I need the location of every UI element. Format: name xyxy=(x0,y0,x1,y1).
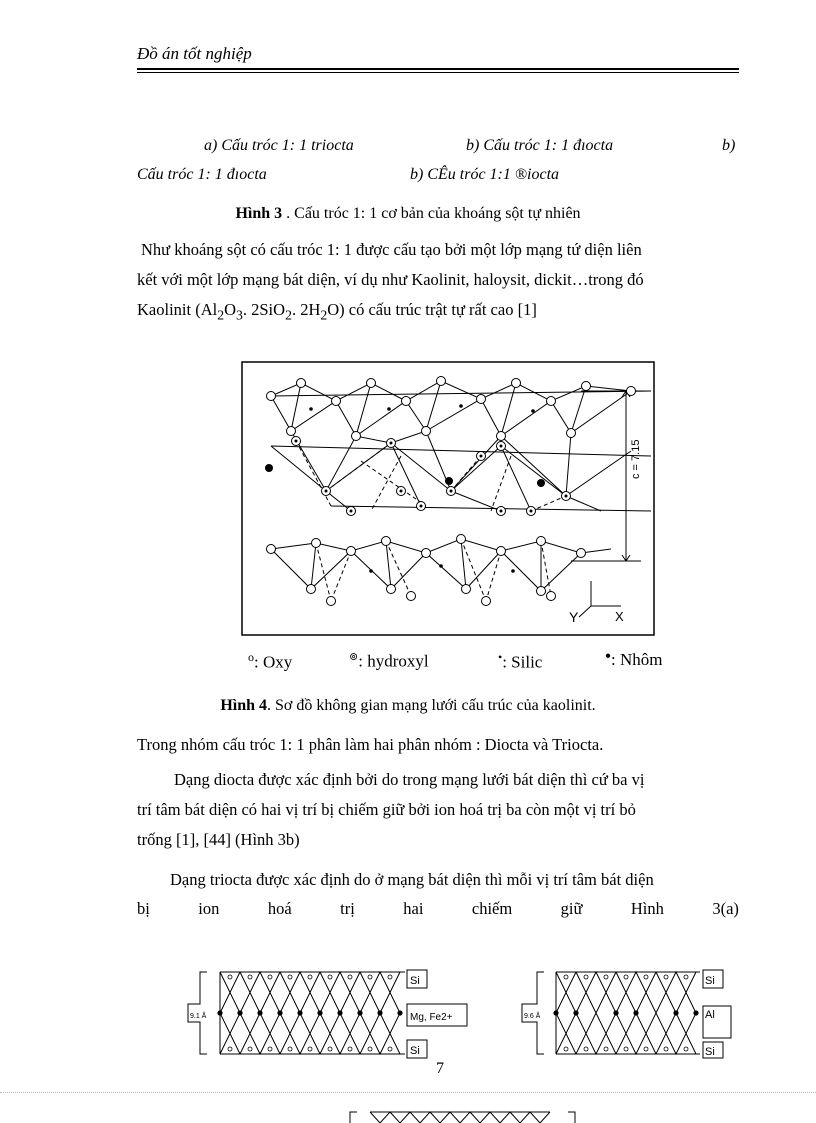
formula-part: O) có cấu trúc trật tự rất cao [1] xyxy=(327,300,537,319)
c-axis-label: c = 7.15 xyxy=(630,439,642,479)
para1-line1-text: Như khoáng sột có cấu tróc 1: 1 được cấu tạo bởi một lớp mạng tứ diện liên xyxy=(141,240,642,259)
header-rule-thin xyxy=(137,72,739,73)
formula-sub: 3 xyxy=(236,307,243,323)
word: 3(a) xyxy=(712,899,739,918)
x-axis-label: X xyxy=(615,609,624,624)
legend-label: : hydroxyl xyxy=(358,651,429,671)
legend-label: : Silic xyxy=(502,652,543,672)
layer-distance-right: 9.6 Å xyxy=(524,1013,541,1020)
figure3-label: Hình 3 xyxy=(235,205,283,222)
figure4-caption-text: . Sơ đồ không gian mạng lưới cấu trúc của kaolinit. xyxy=(267,697,596,714)
legend-label: : Oxy xyxy=(254,652,293,672)
page-number: 7 xyxy=(436,1060,444,1077)
para3-line1: Dạng diocta được xác định bởi do trong mạng lưới bát diện thì cứ ba vị xyxy=(174,770,645,789)
para2: Trong nhóm cấu tróc 1: 1 phân làm hai phân nhóm : Diocta và Triocta. xyxy=(137,735,604,754)
figure3-caption xyxy=(0,205,816,223)
page-header: Đồ án tốt nghiệp xyxy=(137,44,252,63)
silicon-symbol-icon: • xyxy=(498,650,503,664)
figure3-caption-text: . Cấu tróc 1: 1 cơ bản của khoáng sột tự nhiên xyxy=(282,205,581,222)
oxygen-symbol-icon: o xyxy=(248,650,254,664)
word: hoá xyxy=(267,899,292,918)
formula-part: Kaolinit (Al xyxy=(137,300,218,319)
word: trị xyxy=(340,899,355,918)
diagram-left-bot-label: Si xyxy=(410,1045,420,1057)
diagram-left-mid-label: Mg, Fe2+ xyxy=(410,1012,453,1023)
figure4-label: Hình 4 xyxy=(220,697,268,714)
legend-silic xyxy=(498,650,542,673)
word: ion xyxy=(198,899,220,918)
diagram-right-bot-label: Si xyxy=(705,1046,715,1058)
word: chiếm xyxy=(471,899,513,918)
para4-line1: Dạng triocta được xác định do ở mạng bát diện thì mỗi vị trí tâm bát diện xyxy=(170,870,654,889)
triocta-layer-diagram xyxy=(185,966,475,1060)
formula-sub: 2 xyxy=(285,307,292,323)
layer-distance-left: 9.1 Å xyxy=(190,1013,207,1020)
y-axis-label: Y xyxy=(569,609,579,625)
word: hai xyxy=(403,899,424,918)
page-break-rule xyxy=(0,1092,816,1093)
header-rule xyxy=(137,68,739,70)
formula-sub: 2 xyxy=(217,307,225,323)
subcaption-b2-rest: Cấu tróc 1: 1 đıocta xyxy=(137,166,267,183)
figure4-caption xyxy=(0,697,816,715)
para1-line3 xyxy=(137,300,739,323)
para3-line2: trí tâm bát diện có hai vị trí bị chiếm giữ bởi ion hoá trị ba còn một vị trí bỏ xyxy=(137,800,636,819)
para1-line2: kết với một lớp mạng bát diện, ví dụ như Kaolinit, haloysit, dickit…trong đó xyxy=(137,270,644,289)
word: Hình xyxy=(630,899,664,918)
legend-label: : Nhôm xyxy=(611,650,663,669)
subcaption-b1: b) Cấu tróc 1: 1 đıocta xyxy=(466,137,614,154)
legend-oxy xyxy=(248,650,292,673)
para3-line3: trống [1], [44] (Hình 3b) xyxy=(137,830,300,849)
diocta-layer-diagram xyxy=(518,966,738,1060)
word: giữ xyxy=(560,899,583,918)
kaolinite-structure-figure xyxy=(241,361,655,637)
hydroxyl-symbol-icon: ⊚ xyxy=(349,651,359,663)
formula-part: . 2H xyxy=(291,300,321,319)
formula-part: . 2SiO xyxy=(242,300,286,319)
word: bị xyxy=(137,899,150,918)
subcaption-b3: b) CÊu tróc 1:1 ®iocta xyxy=(410,166,560,183)
diagram-left-top-label: Si xyxy=(410,975,420,987)
subcaption-b2-start: b) xyxy=(722,137,736,154)
formula-sub: 2 xyxy=(320,307,328,323)
legend-hydroxyl xyxy=(349,650,429,672)
legend-nhom xyxy=(605,650,663,670)
diagram-right-mid-label: Al xyxy=(705,1009,715,1021)
aluminium-symbol-icon: ● xyxy=(605,650,612,662)
para1-line1 xyxy=(141,240,739,260)
diagram-right-top-label: Si xyxy=(705,975,715,987)
next-page-diagram-fragment xyxy=(345,1108,585,1123)
subcaption-a: a) Cấu tróc 1: 1 triocta xyxy=(204,137,354,154)
para4-line2 xyxy=(137,899,739,919)
formula-part: O xyxy=(224,300,236,319)
